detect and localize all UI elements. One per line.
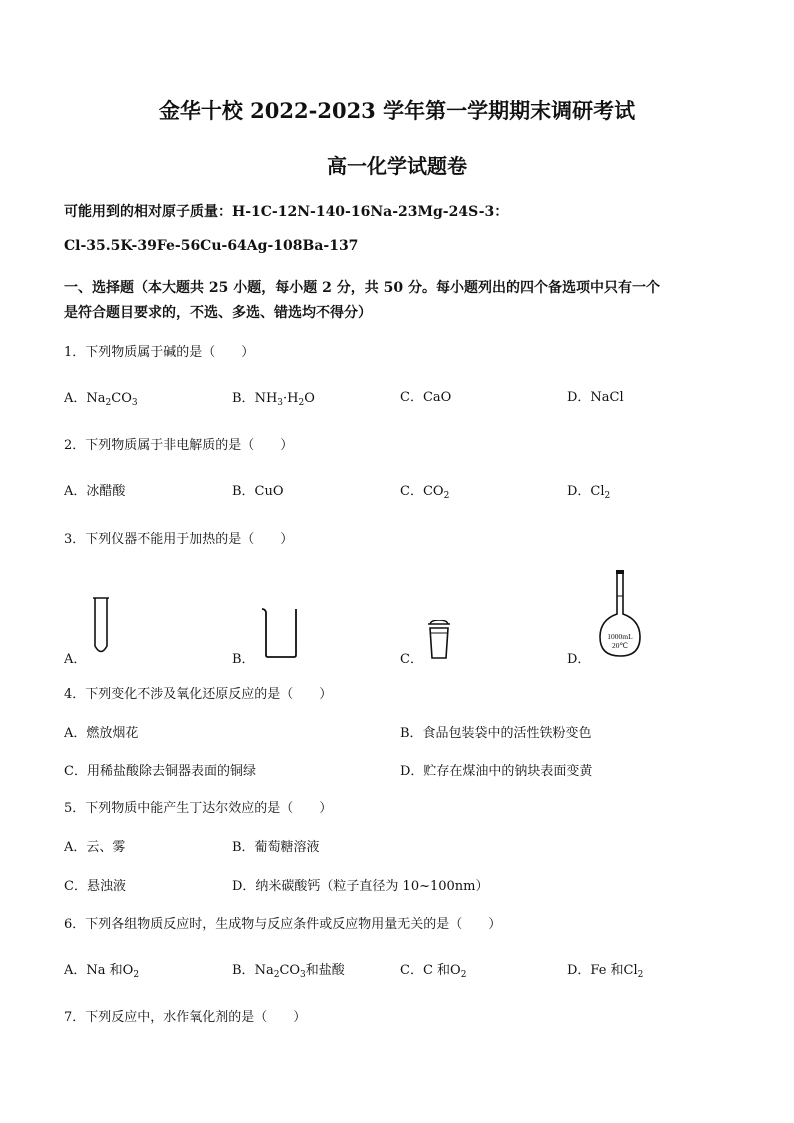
q5-option-d: D．纳米碳酸钙（粒子直径为 10~100nm）	[232, 879, 489, 894]
q1-option-a: A．$Na_2CO_3$	[64, 391, 138, 408]
q3-stem: 3．下列仪器不能用于加热的是（ ）	[64, 532, 294, 547]
q1-option-d: D．NaCl	[567, 390, 624, 405]
q2-option-b: B．CuO	[232, 484, 284, 499]
q2-option-c: C．$CO_2$	[400, 484, 450, 501]
q6-option-a: A．Na 和$O_2$	[64, 963, 140, 980]
q1-option-b: B．$NH_3\cdot H_2O$	[232, 391, 315, 408]
q1-option-c: C．CaO	[400, 390, 452, 405]
q5-option-c: C．悬浊液	[64, 879, 126, 894]
q1-stem: 1．下列物质属于碱的是（ ）	[64, 345, 255, 360]
q5-option-b: B．葡萄糖溶液	[232, 840, 320, 855]
q4-option-b: B．食品包装袋中的活性铁粉变色	[400, 726, 592, 741]
q2-stem: 2．下列物质属于非电解质的是（ ）	[64, 438, 294, 453]
q2-option-a: A．冰醋酸	[64, 484, 126, 499]
q6-stem: 6．下列各组物质反应时，生成物与反应条件或反应物用量无关的是（ ）	[64, 917, 502, 932]
q6-option-d: D．Fe 和$Cl_2$	[567, 963, 644, 980]
q3-option-c: C．	[400, 652, 423, 667]
section-heading-line2: 是符合题目要求的，不选、多选、错选均不得分）	[64, 305, 372, 321]
section-heading-line1: 一、选择题（本大题共 25 小题，每小题 2 分，共 50 分。每小题列出的四个备选项中只有一个	[64, 280, 660, 296]
q4-option-a: A．燃放烟花	[64, 726, 139, 741]
test-tube-icon	[90, 596, 112, 658]
atomic-masses-line2: Cl-35.5K-39Fe-56Cu-64Ag-108Ba-137	[64, 238, 359, 254]
exam-title: 金华十校 2022-2023 学年第一学期期末调研考试	[158, 98, 636, 123]
q6-option-b: B．$Na_2CO_3$和盐酸	[232, 963, 345, 980]
q5-stem: 5．下列物质中能产生丁达尔效应的是（ ）	[64, 801, 333, 816]
atomic-masses-line1: 可能用到的相对原子质量：H-1C-12N-140-16Na-23Mg-24S-3：	[64, 204, 509, 220]
flask-temperature-label: 20℃	[612, 641, 628, 650]
q3-option-a: A．	[64, 652, 87, 667]
q4-option-d: D．贮存在煤油中的钠块表面变黄	[400, 764, 593, 779]
q7-stem: 7．下列反应中，水作氧化剂的是（ ）	[64, 1010, 307, 1025]
exam-subtitle: 高一化学试题卷	[327, 154, 467, 178]
q3-option-b: B．	[232, 652, 255, 667]
volumetric-flask-icon	[596, 568, 644, 660]
q2-option-d: D．$Cl_2$	[567, 484, 611, 501]
q6-option-c: C．C 和$O_2$	[400, 963, 467, 980]
flask-volume-label: 1000mL	[607, 632, 633, 641]
q5-option-a: A．云、雾	[64, 840, 126, 855]
crucible-icon	[426, 620, 452, 662]
q4-stem: 4．下列变化不涉及氧化还原反应的是（ ）	[64, 687, 333, 702]
q3-option-d: D．	[567, 652, 591, 667]
beaker-icon	[259, 606, 301, 660]
q4-option-c: C．用稀盐酸除去铜器表面的铜绿	[64, 764, 256, 779]
